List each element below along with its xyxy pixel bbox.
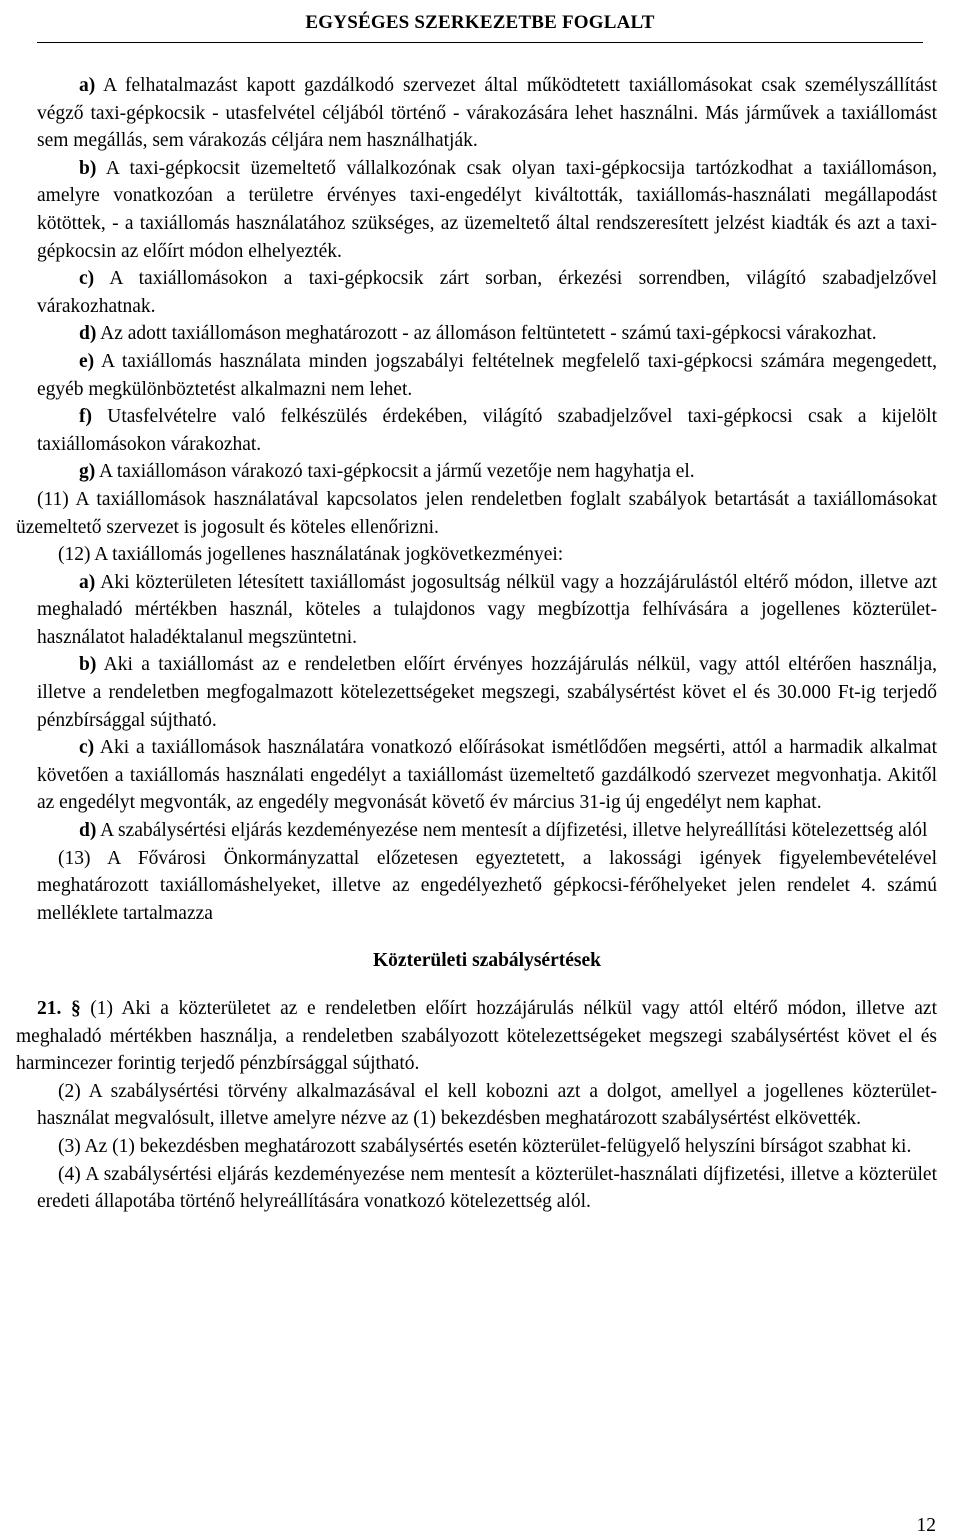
paragraph [37, 72, 937, 155]
item-label: d) [79, 820, 97, 842]
paragraph-text: A taxi-gépkocsit üzemeltető vállalkozónak csak olyan taxi-gépkocsija tartózkodhat a taxiállomáson, amelyre vonatkozóan a területre érvényes taxi-engedélyt kiváltották, taxiállomás-használati megállapodást kötöttek, - a taxiállomás használatához szükséges, az üzemeltető által rendszeresített jelzést kiadták és azt a taxi-gépkocsin az előírt módon elhelyezték. [37, 157, 937, 262]
paragraph [37, 734, 937, 817]
paragraph-text: (11) A taxiállomások használatával kapcsolatos jelen rendeletben foglalt szabályok betartását a taxiállomásokat üzemeltető szervezet is jogosult és köteles ellenőrizni. [16, 488, 937, 538]
paragraph-text: Utasfelvételre való felkészülés érdekében, világító szabadjelzővel taxi-gépkocsi csak a kijelölt taxiállomásokon várakozhat. [37, 406, 937, 455]
section-paragraph [37, 1078, 937, 1133]
paragraph [37, 569, 937, 652]
document-header [37, 4, 923, 43]
paragraph-text: (2) A szabálysértési törvény alkalmazásával el kell kobozni azt a dolgot, amellyel a jogellenes közterület-használat megvalósult, illetve amelyre nézve az (1) bekezdésben meghatározott szabálysértést elkövették. [37, 1080, 937, 1130]
paragraph-text: Aki a taxiállomások használatára vonatkozó előírásokat ismétlődően megsérti, attól a harmadik alkalmat követően a taxiállomás használati engedélyt a taxiállomást üzemeltető gazdálkodó szervezet megvonhatja. Akitől az engedélyt megvonták, az engedély megvonását követő év március 31-ig új engedélyt nem kaphat. [37, 737, 937, 814]
paragraph [37, 651, 937, 734]
item-label: c) [79, 268, 95, 290]
item-label: f) [79, 406, 92, 428]
section-paragraph [37, 1161, 937, 1216]
paragraph [37, 458, 937, 486]
item-label: b) [79, 157, 97, 179]
item-label: c) [79, 737, 95, 759]
paragraph-text: (13) A Fővárosi Önkormányzattal előzetesen egyeztetett, a lakossági igények figyelembevételével meghatározott taxiállomáshelyeket, illetve az engedélyezhető gépkocsi-férőhelyeket jelen rendelet 4. számú melléklete tartalmazza [37, 847, 937, 924]
document-body [16, 72, 937, 1216]
paragraph-13 [37, 845, 937, 928]
paragraph-text: A taxiállomásokon a taxi-gépkocsik zárt sorban, érkezési sorrendben, világító szabadjelzővel várakozhatnak. [37, 268, 937, 317]
paragraph-text: A szabálysértési eljárás kezdeményezése nem mentesít a díjfizetési, illetve helyreállítási kötelezettség alól [96, 820, 928, 842]
paragraph [37, 320, 937, 348]
paragraph [37, 265, 937, 320]
paragraph-text: Aki a taxiállomást az e rendeletben előírt érvényes hozzájárulás nélkül, vagy attól eltérően használja, illetve a rendeletben megfogalmazott kötelezettségeket megszegi, szabálysértést követ el és 30.000 Ft-ig terjedő pénzbírsággal sújtható. [37, 654, 937, 731]
section-number: 21. [37, 998, 62, 1019]
paragraph-text: (3) Az (1) bekezdésben meghatározott szabálysértés esetén közterület-felügyelő helyszíni bírságot szabhat ki. [58, 1135, 912, 1157]
paragraph [37, 817, 937, 845]
item-label: a) [79, 75, 96, 96]
section-21 [16, 995, 937, 1078]
paragraph-text: Aki közterületen létesített taxiállomást jogosultság nélkül vagy a hozzájárulástól eltérő módon, illetve azt meghaladó mértékben használ, köteles a tulajdonos vagy megbízottja felhívására a jogellenes közterület-használatot haladéktalanul megszüntetni. [37, 571, 937, 648]
item-label: g) [79, 461, 96, 483]
paragraph-text: Az adott taxiállomáson meghatározott - az állomáson feltüntetett - számú taxi-gépkocsi várakozhat. [96, 323, 877, 345]
paragraph-text: (1) Aki a közterületet az e rendeletben előírt hozzájárulás nélkül vagy attól eltérő módon, illetve azt meghaladó mértékben használja, a rendeletben szabályozott kötelezettségeket megszegi szabálysértést követ el és harmincezer forintig terjedő pénzbírsággal sújtható. [16, 998, 937, 1075]
paragraph-text: (12) A taxiállomás jogellenes használatának jogkövetkezményei: [58, 544, 564, 566]
page-number: 12 [916, 1515, 936, 1536]
item-label: e) [79, 350, 95, 372]
paragraph [37, 348, 937, 403]
paragraph [37, 155, 937, 265]
header-title: EGYSÉGES SZERKEZETBE FOGLALT [305, 12, 655, 33]
paragraph [37, 403, 937, 458]
section-symbol: § [61, 998, 81, 1019]
paragraph-12 [37, 541, 937, 569]
paragraph-text: A taxiállomás használata minden jogszabályi feltételnek megfelelő taxi-gépkocsi számára megengedett, egyéb megkülönböztetést alkalmazni nem lehet. [37, 350, 937, 400]
item-label: b) [79, 654, 97, 676]
paragraph-11 [16, 486, 937, 541]
section-heading: Közterületi szabálysértések [373, 950, 601, 972]
paragraph-text: A taxiállomáson várakozó taxi-gépkocsit a jármű vezetője nem hagyhatja el. [95, 461, 695, 483]
item-label: d) [79, 323, 97, 345]
item-label: a) [79, 571, 96, 593]
paragraph-text: A felhatalmazást kapott gazdálkodó szervezet által működtetett taxiállomásokat csak személyszállítást végző taxi-gépkocsik - utasfelvétel céljából történő - várakozására lehet használni. Más járművek a taxiállomást sem megállás, sem várakozás céljára nem használhatják. [37, 75, 937, 152]
section-paragraph [37, 1133, 937, 1161]
paragraph-text: (4) A szabálysértési eljárás kezdeményezése nem mentesít a közterület-használati díjfizetési, illetve a közterület eredeti állapotába történő helyreállítására vonatkozó kötelezettség alól. [37, 1163, 937, 1213]
